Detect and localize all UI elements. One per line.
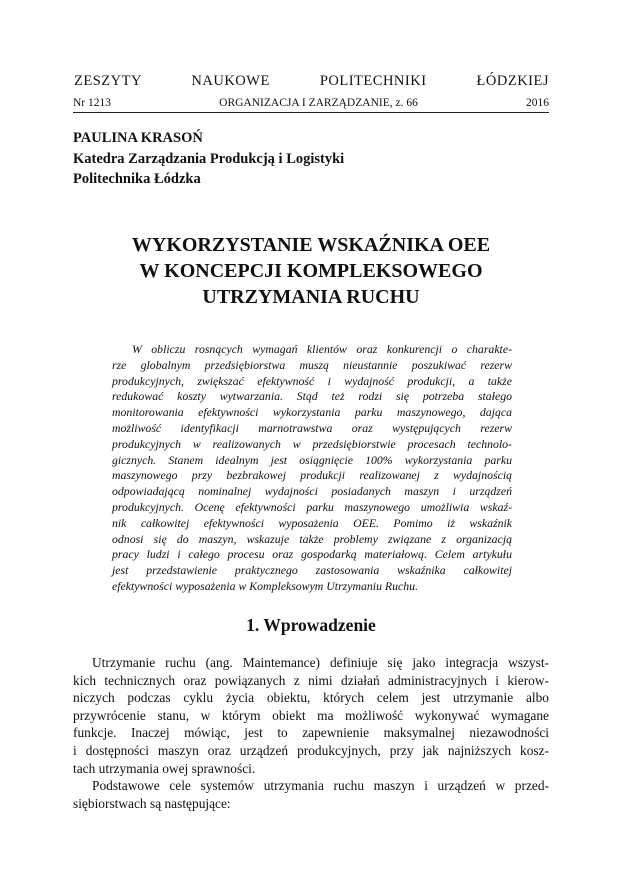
- issue-number: Nr 1213: [73, 97, 112, 109]
- abstract-line: redukować koszty wytwarzania. Stąd też rodzi się potrzeba stałego: [112, 389, 512, 404]
- abstract-line: odpowiadającą nominalnej wydajności posiadanych maszyn i urządzeń: [112, 484, 512, 499]
- issue-year: 2016: [525, 97, 549, 109]
- abstract-line: odnosi się do maszyn, wskazuje także problemy związane z organizacją: [112, 531, 512, 546]
- paper-title: [73, 232, 549, 310]
- title-line: UTRZYMANIA RUCHU: [202, 286, 420, 308]
- abstract-line: gicznych. Stanem idealnym jest osiągnięcie 100% wykorzystania parku: [112, 452, 512, 467]
- paragraph-line: niczych podczas cyklu życia obiektu, których celem jest utrzymanie albo: [73, 690, 549, 706]
- abstract-line: efektywności wyposażenia w Kompleksowym Utrzymaniu Ruchu.: [112, 578, 419, 593]
- abstract-line: maszynowego przy bezbrakowej produkcji realizowanej z wydajnością: [112, 468, 512, 483]
- abstract-line: produkcyjnych w realizowanych w przedsiębiorstwie procesach technolo-: [112, 436, 512, 451]
- abstract-line: produkcyjnych, zwiększać efektywność i wydajność produkcji, a także: [112, 373, 512, 388]
- section-heading: 1. Wprowadzenie: [246, 615, 376, 635]
- abstract-line: nik całkowitej efektywności wyposażenia OEE. Pomimo iż wskaźnik: [112, 515, 512, 530]
- paragraph-line: i dostępności maszyn oraz urządzeń produkcyjnych, przy jak najniższych kosz-: [73, 742, 549, 758]
- paragraph-line: przywrócenie stanu, w którym obiekt ma możliwość wykonywać wymagane: [73, 707, 549, 723]
- paragraph-line: Utrzymanie ruchu (ang. Maintemance) definiuje się jako integracja wszyst-: [92, 655, 549, 670]
- author-block: [73, 128, 344, 190]
- journal-series: ORGANIZACJA I ZARZĄDZANIE, z. 66: [219, 97, 418, 109]
- abstract-line: pracy ludzi i całego procesu oraz gospodarką materiałową. Celem artykułu: [112, 547, 512, 562]
- author-name: PAULINA KRASOŃ: [73, 130, 203, 146]
- title-line: W KONCEPCJI KOMPLEKSOWEGO: [139, 260, 483, 282]
- abstract-line: monitorowania efektywności wykorzystania parku maszynowego, dająca: [112, 405, 512, 420]
- abstract-line: jest przedstawienie praktycznego zastosowania wskaźnika całkowitej: [112, 563, 512, 578]
- paragraph-line: Podstawowe cele systemów utrzymania ruchu maszyn i urządzeń w przed-: [92, 778, 549, 794]
- journal-name: ZESZYTY NAUKOWE POLITECHNIKI ŁÓDZKIEJ: [74, 73, 549, 89]
- author-department: Katedra Zarządzania Produkcją i Logistyki: [73, 150, 345, 167]
- issue-header: [73, 96, 549, 113]
- abstract-line: rze globalnym przedsiębiorstwa muszą nieustannie poszukiwać rezerw: [112, 357, 512, 372]
- paragraph-line: kich technicznych oraz powiązanych z nimi działań administracyjnych i kierow-: [73, 672, 549, 688]
- body-text: [73, 654, 549, 812]
- paragraph-line: funkcje. Inaczej mówiąc, jest to zapewnienie maksymalnej niezawodności: [73, 725, 549, 741]
- abstract-line: możliwość identyfikacji marnotrawstwa oraz występujących rezerw: [112, 420, 512, 435]
- abstract-line: produkcyjnych. Ocenę efektywności parku maszynowego umożliwia wskaź-: [112, 499, 512, 514]
- abstract-line: W obliczu rosnących wymagań klientów oraz konkurencji o charakte-: [132, 342, 512, 356]
- paragraph-line: tach utrzymania owej sprawności.: [73, 760, 256, 776]
- author-institution: Politechnika Łódzka: [73, 171, 201, 187]
- abstract: [112, 342, 512, 595]
- title-line: WYKORZYSTANIE WSKAŹNIKA OEE: [131, 234, 491, 256]
- paragraph-line: siębiorstwach są następujące:: [73, 795, 231, 811]
